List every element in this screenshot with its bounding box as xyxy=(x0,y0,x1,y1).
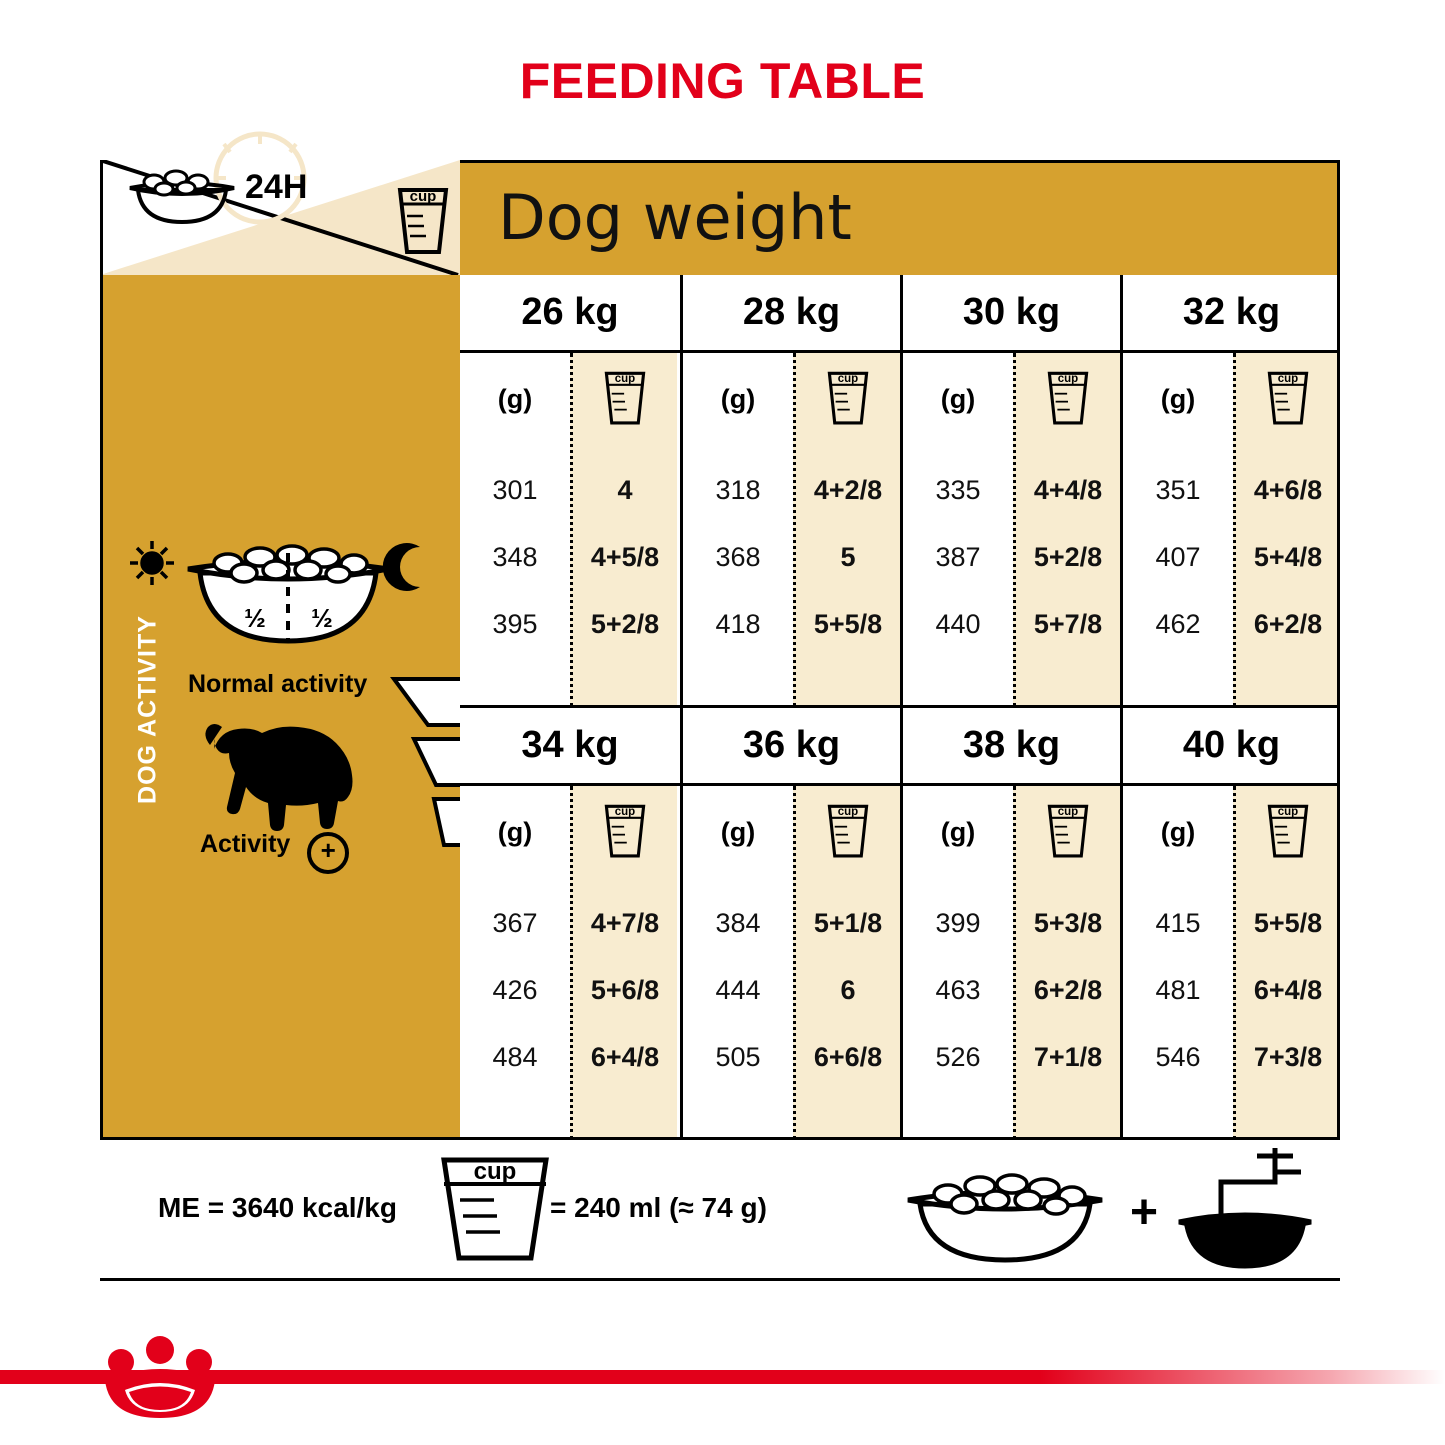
grams-value: 462 xyxy=(1155,609,1201,639)
grams-value: 384 xyxy=(715,908,761,938)
cups-value: 6+6/8 xyxy=(813,1042,883,1072)
cups-value: 5+5/8 xyxy=(813,609,883,639)
grams-value: 444 xyxy=(715,975,761,1005)
dog-weight-header: Dog weight xyxy=(460,160,1340,275)
weight-header: 38 kg xyxy=(903,708,1120,786)
grams-value: 484 xyxy=(492,1042,538,1072)
measuring-cup-icon xyxy=(573,353,677,445)
grams-value: 481 xyxy=(1155,975,1201,1005)
grams-unit-label: (g) xyxy=(497,816,533,847)
grams-subcolumn xyxy=(903,353,1013,707)
cups-value: 4+4/8 xyxy=(1033,475,1103,505)
header-top-border xyxy=(460,160,1340,163)
cups-value: 6 xyxy=(840,975,856,1005)
weight-column xyxy=(460,708,680,1140)
page-title: FEEDING TABLE xyxy=(519,53,926,109)
activity-plus-badge: + xyxy=(307,832,349,874)
grams-unit-label: (g) xyxy=(940,816,976,847)
grams-value: 368 xyxy=(715,542,761,572)
cups-value: 4 xyxy=(617,475,633,505)
weight-column xyxy=(680,275,900,707)
svg-text:cup: cup xyxy=(1057,806,1079,819)
cups-subcolumn xyxy=(1013,786,1120,1140)
activity-plus-label xyxy=(200,830,349,874)
svg-text:cup: cup xyxy=(1057,373,1079,386)
weight-header: 30 kg xyxy=(903,275,1120,353)
cups-value: 6+2/8 xyxy=(1253,609,1323,639)
cups-value: 6+2/8 xyxy=(1033,975,1103,1005)
food-bowl-icon xyxy=(890,1152,1120,1267)
cups-value: 5 xyxy=(840,542,856,572)
cups-subcolumn xyxy=(793,786,900,1140)
measuring-cup-icon xyxy=(796,786,900,878)
cups-subcolumn xyxy=(1233,353,1340,707)
cups-value: 7+1/8 xyxy=(1033,1042,1103,1072)
weight-column xyxy=(1120,708,1340,1140)
weight-column xyxy=(900,275,1120,707)
svg-text:cup: cup xyxy=(837,806,859,819)
day-night-bowl-icon xyxy=(120,515,450,655)
water-tap-icon xyxy=(1175,1142,1315,1272)
cups-value: 4+6/8 xyxy=(1253,475,1323,505)
cups-value: 5+6/8 xyxy=(590,975,660,1005)
cup-equivalence-label: = 240 ml (≈ 74 g) xyxy=(550,1192,767,1223)
grams-value: 426 xyxy=(492,975,538,1005)
weight-column xyxy=(900,708,1120,1140)
cups-subcolumn xyxy=(570,353,677,707)
cups-subcolumn xyxy=(570,786,677,1140)
cups-value: 5+3/8 xyxy=(1033,908,1103,938)
grams-value: 546 xyxy=(1155,1042,1201,1072)
cups-value: 5+5/8 xyxy=(1253,908,1323,938)
grams-value: 387 xyxy=(935,542,981,572)
footer-legend xyxy=(100,1140,1340,1270)
measuring-cup-icon xyxy=(1236,353,1340,445)
grams-value: 351 xyxy=(1155,475,1201,505)
grams-unit-label: (g) xyxy=(1160,816,1196,847)
metabolizable-energy-label: ME = 3640 kcal/kg xyxy=(158,1192,397,1223)
weight-header: 28 kg xyxy=(683,275,900,353)
cups-value: 5+7/8 xyxy=(1033,609,1103,639)
dog-activity-label: DOG ACTIVITY xyxy=(133,615,162,804)
svg-text:½: ½ xyxy=(311,603,333,633)
svg-text:cup: cup xyxy=(837,373,859,386)
svg-text:½: ½ xyxy=(244,603,266,633)
grams-value: 505 xyxy=(715,1042,761,1072)
measuring-cup-icon xyxy=(796,353,900,445)
grams-subcolumn xyxy=(1123,353,1233,707)
svg-text:cup: cup xyxy=(473,1158,517,1185)
weights-block-1 xyxy=(460,275,1340,707)
cups-value: 5+4/8 xyxy=(1253,542,1323,572)
svg-text:cup: cup xyxy=(409,188,437,205)
grams-value: 318 xyxy=(715,475,761,505)
cups-value: 6+4/8 xyxy=(1253,975,1323,1005)
weight-header: 26 kg xyxy=(460,275,680,353)
measuring-cup-icon xyxy=(430,1150,560,1270)
measuring-cup-icon xyxy=(573,786,677,878)
weight-column xyxy=(1120,275,1340,707)
grams-value: 395 xyxy=(492,609,538,639)
measuring-cup-icon xyxy=(392,182,454,260)
weight-header: 40 kg xyxy=(1123,708,1340,786)
period-label: 24H xyxy=(245,168,308,206)
measuring-cup-icon xyxy=(1016,786,1120,878)
cups-value: 4+2/8 xyxy=(813,475,883,505)
cups-value: 5+2/8 xyxy=(1033,542,1103,572)
royal-canin-logo xyxy=(95,1332,225,1427)
svg-text:cup: cup xyxy=(1277,373,1299,386)
weight-header: 36 kg xyxy=(683,708,900,786)
grams-value: 367 xyxy=(492,908,538,938)
dog-activity-panel xyxy=(100,275,460,1140)
grams-subcolumn xyxy=(460,353,570,707)
grams-value: 335 xyxy=(935,475,981,505)
grams-subcolumn xyxy=(683,786,793,1140)
cups-value: 6+4/8 xyxy=(590,1042,660,1072)
grams-unit-label: (g) xyxy=(720,816,756,847)
plus-sign: + xyxy=(1130,1186,1159,1239)
grams-subcolumn xyxy=(460,786,570,1140)
svg-text:cup: cup xyxy=(614,373,636,386)
grams-value: 415 xyxy=(1155,908,1201,938)
weights-grid xyxy=(460,275,1340,1140)
measuring-cup-icon xyxy=(1016,353,1120,445)
cups-value: 5+1/8 xyxy=(813,908,883,938)
grams-unit-label: (g) xyxy=(497,383,533,414)
cups-value: 5+2/8 xyxy=(590,609,660,639)
grams-value: 440 xyxy=(935,609,981,639)
grams-value: 418 xyxy=(715,609,761,639)
weight-column xyxy=(460,275,680,707)
weight-header: 34 kg xyxy=(460,708,680,786)
cups-value: 4+5/8 xyxy=(590,542,660,572)
grams-value: 463 xyxy=(935,975,981,1005)
grams-value: 399 xyxy=(935,908,981,938)
grams-subcolumn xyxy=(903,786,1013,1140)
weight-column xyxy=(680,708,900,1140)
footer-divider xyxy=(100,1278,1340,1281)
normal-activity-label: Normal activity xyxy=(188,670,368,698)
grams-value: 301 xyxy=(492,475,538,505)
weights-block-2 xyxy=(460,708,1340,1140)
svg-text:cup: cup xyxy=(1277,806,1299,819)
cups-subcolumn xyxy=(1233,786,1340,1140)
feeding-table xyxy=(100,160,1340,1140)
grams-value: 407 xyxy=(1155,542,1201,572)
grams-subcolumn xyxy=(683,353,793,707)
cups-subcolumn xyxy=(793,353,900,707)
weight-header: 32 kg xyxy=(1123,275,1340,353)
cups-value: 4+7/8 xyxy=(590,908,660,938)
cups-subcolumn xyxy=(1013,353,1120,707)
grams-unit-label: (g) xyxy=(1160,383,1196,414)
cups-value: 7+3/8 xyxy=(1253,1042,1323,1072)
activity-plus-text: Activity xyxy=(200,830,291,858)
table-corner xyxy=(100,160,460,275)
grams-value: 526 xyxy=(935,1042,981,1072)
svg-text:cup: cup xyxy=(614,806,636,819)
grams-unit-label: (g) xyxy=(940,383,976,414)
grams-subcolumn xyxy=(1123,786,1233,1140)
grams-unit-label: (g) xyxy=(720,383,756,414)
grams-value: 348 xyxy=(492,542,538,572)
measuring-cup-icon xyxy=(1236,786,1340,878)
